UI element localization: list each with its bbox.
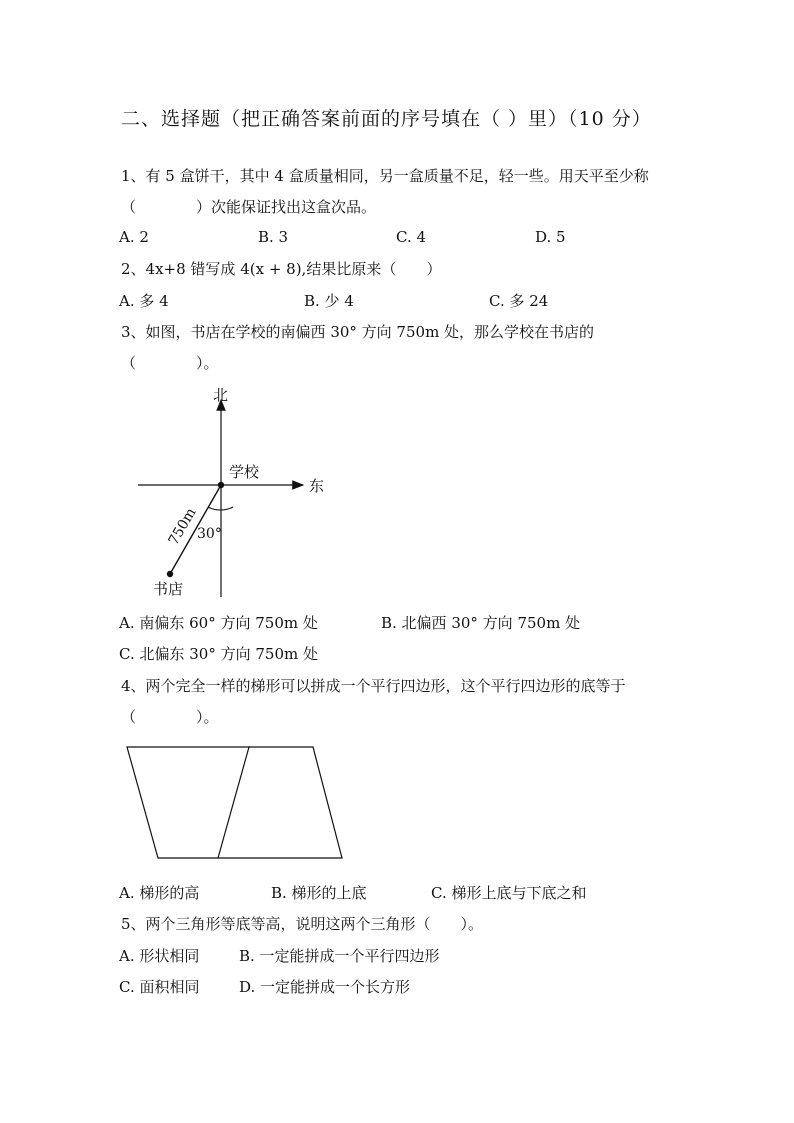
angle-label: 30° [197, 526, 222, 542]
bookstore-label: 书店 [153, 580, 184, 598]
question-2-option-b: B. 少 4 [304, 292, 354, 310]
angle-arc [221, 507, 233, 510]
question-3-line-2: （ ）。 [121, 354, 219, 372]
question-5-line-1: 5、两个三角形等底等高，说明这两个三角形（ ）。 [121, 915, 484, 933]
question-4-option-b: B. 梯形的上底 [271, 884, 367, 902]
question-1-option-d: D. 5 [535, 228, 566, 246]
trapezoid-right [218, 747, 342, 858]
school-point [218, 482, 224, 488]
trapezoid-left [127, 747, 249, 858]
question-4-option-a: A. 梯形的高 [119, 884, 200, 902]
question-1-option-a: A. 2 [119, 228, 149, 246]
question-2-line-1: 2、4x+8 错写成 4(x + 8),结果比原来（ ） [121, 260, 442, 278]
question-1-line-2: （ ）次能保证找出这盒次品。 [121, 198, 377, 216]
school-label: 学校 [229, 463, 260, 481]
question-4-line-2: （ ）。 [121, 708, 219, 726]
question-3-option-b: B. 北偏西 30° 方向 750m 处 [381, 614, 581, 632]
question-4-line-1: 4、两个完全一样的梯形可以拼成一个平行四边形，这个平行四边形的底等于 [121, 677, 626, 695]
question-5-option-a: A. 形状相同 [119, 947, 200, 965]
question-5-option-d: D. 一定能拼成一个长方形 [239, 978, 411, 996]
question-3-line-1: 3、如图，书店在学校的南偏西 30° 方向 750m 处，那么学校在书店的 [121, 323, 595, 341]
north-label: 北 [213, 386, 229, 404]
section-title: 二、选择题（把正确答案前面的序号填在（ ）里）（10 分） [121, 108, 652, 130]
question-5-option-c: C. 面积相同 [119, 978, 200, 996]
question-5-option-b: B. 一定能拼成一个平行四边形 [239, 947, 440, 965]
question-1-option-b: B. 3 [258, 228, 289, 246]
question-3-option-c: C. 北偏东 30° 方向 750m 处 [119, 645, 318, 663]
question-1-option-c: C. 4 [396, 228, 427, 246]
question-4-option-c: C. 梯形上底与下底之和 [431, 884, 587, 902]
question-2-option-c: C. 多 24 [489, 292, 549, 310]
distance-label: 750m [165, 505, 200, 548]
bookstore-point [167, 571, 173, 577]
question-1-line-1: 1、有 5 盒饼干，其中 4 盒质量相同，另一盒质量不足，轻一些。用天平至少称 [121, 167, 649, 185]
question-3-option-a: A. 南偏东 60° 方向 750m 处 [119, 614, 318, 632]
question-2-option-a: A. 多 4 [119, 292, 169, 310]
east-label: 东 [309, 477, 325, 495]
